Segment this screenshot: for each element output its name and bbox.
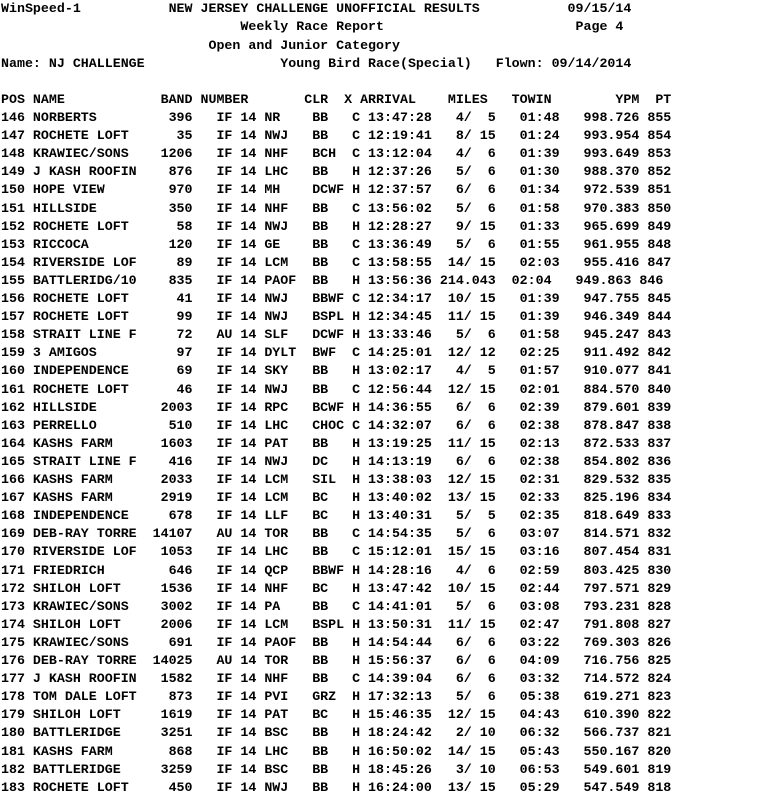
table-row: 172 SHILOH LOFT 1536 IF 14 NHF BC H 13:47:42 10/ 15 02:44 797.571 829 bbox=[1, 580, 672, 596]
table-row: 174 SHILOH LOFT 2006 IF 14 LCM BSPL H 13:50:31 11/ 15 02:47 791.808 827 bbox=[1, 616, 672, 632]
table-row: 150 HOPE VIEW 970 IF 14 MH DCWF H 12:37:57 6/ 6 01:34 972.539 851 bbox=[1, 182, 672, 198]
table-row: 149 J KASH ROOFIN 876 IF 14 LHC BB H 12:37:26 5/ 6 01:30 988.370 852 bbox=[1, 164, 672, 180]
table-row: 155 BATTLERIDG/10 835 IF 14 PAOF BB H 13:56:36 214.043 02:04 949.863 846 bbox=[1, 272, 664, 288]
table-row: 180 BATTLERIDGE 3251 IF 14 BSC BB H 18:24:42 2/ 10 06:32 566.737 821 bbox=[1, 725, 672, 741]
table-row: 157 ROCHETE LOFT 99 IF 14 NWJ BSPL H 12:34:45 11/ 15 01:39 946.349 844 bbox=[1, 309, 672, 325]
table-row: 171 FRIEDRICH 646 IF 14 QCP BBWF H 14:28:16 4/ 6 02:59 803.425 830 bbox=[1, 562, 672, 578]
report-header-line-3: Open and Junior Category bbox=[1, 38, 400, 53]
table-row: 163 PERRELLO 510 IF 14 LHC CHOC C 14:32:07 6/ 6 02:38 878.847 838 bbox=[1, 417, 672, 433]
table-row: 158 STRAIT LINE F 72 AU 14 SLF DCWF H 13:33:46 5/ 6 01:58 945.247 843 bbox=[1, 327, 672, 343]
table-row: 156 ROCHETE LOFT 41 IF 14 NWJ BBWF C 12:34:17 10/ 15 01:39 947.755 845 bbox=[1, 291, 672, 306]
table-row: 168 INDEPENDENCE 678 IF 14 LLF BC H 13:40:31 5/ 5 02:35 818.649 833 bbox=[1, 508, 672, 524]
table-row: 178 TOM DALE LOFT 873 IF 14 PVI GRZ H 17:32:13 5/ 6 05:38 619.271 823 bbox=[1, 689, 672, 705]
table-row: 148 KRAWIEC/SONS 1206 IF 14 NHF BCH C 13:12:04 4/ 6 01:39 993.649 853 bbox=[1, 146, 672, 162]
table-row: 161 ROCHETE LOFT 46 IF 14 NWJ BB C 12:56:44 12/ 15 02:01 884.570 840 bbox=[1, 381, 672, 397]
table-row: 170 RIVERSIDE LOF 1053 IF 14 LHC BB C 15:12:01 15/ 15 03:16 807.454 831 bbox=[1, 544, 672, 560]
table-row: 160 INDEPENDENCE 69 IF 14 SKY BB H 13:02:17 4/ 5 01:57 910.077 841 bbox=[1, 363, 672, 379]
table-row: 151 HILLSIDE 350 IF 14 NHF BB C 13:56:02 5/ 6 01:58 970.383 850 bbox=[1, 200, 672, 216]
table-row: 153 RICCOCA 120 IF 14 GE BB C 13:36:49 5/ 6 01:55 961.955 848 bbox=[1, 236, 672, 252]
table-row: 164 KASHS FARM 1603 IF 14 PAT BB H 13:19:25 11/ 15 02:13 872.533 837 bbox=[1, 435, 672, 451]
table-row: 152 ROCHETE LOFT 58 IF 14 NWJ BB H 12:28:27 9/ 15 01:33 965.699 849 bbox=[1, 218, 672, 234]
report-header-line-2: Weekly Race Report Page 4 bbox=[1, 19, 624, 34]
column-headers: POS NAME BAND NUMBER CLR X ARRIVAL MILES TOWIN YPM PT bbox=[1, 92, 672, 107]
report-header-line-1: WinSpeed-1 NEW JERSEY CHALLENGE UNOFFICIAL RESULTS 09/15/14 bbox=[1, 1, 632, 16]
table-row: 159 3 AMIGOS 97 IF 14 DYLT BWF C 14:25:01 12/ 12 02:25 911.492 842 bbox=[1, 345, 672, 361]
table-row: 181 KASHS FARM 868 IF 14 LHC BB H 16:50:02 14/ 15 05:43 550.167 820 bbox=[1, 743, 672, 759]
table-row: 165 STRAIT LINE F 416 IF 14 NWJ DC H 14:13:19 6/ 6 02:38 854.802 836 bbox=[1, 453, 672, 469]
table-row: 162 HILLSIDE 2003 IF 14 RPC BCWF H 14:36:55 6/ 6 02:39 879.601 839 bbox=[1, 399, 672, 415]
table-row: 166 KASHS FARM 2033 IF 14 LCM SIL H 13:38:03 12/ 15 02:31 829.532 835 bbox=[1, 472, 672, 487]
table-row: 167 KASHS FARM 2919 IF 14 LCM BC H 13:40:02 13/ 15 02:33 825.196 834 bbox=[1, 490, 672, 506]
table-row: 154 RIVERSIDE LOF 89 IF 14 LCM BB C 13:58:55 14/ 15 02:03 955.416 847 bbox=[1, 254, 672, 270]
table-row: 177 J KASH ROOFIN 1582 IF 14 NHF BB C 14:39:04 6/ 6 03:32 714.572 824 bbox=[1, 671, 672, 687]
table-row: 169 DEB-RAY TORRE 14107 AU 14 TOR BB C 14:54:35 5/ 6 03:07 814.571 832 bbox=[1, 526, 672, 542]
table-row: 176 DEB-RAY TORRE 14025 AU 14 TOR BB H 15:56:37 6/ 6 04:09 716.756 825 bbox=[1, 653, 672, 668]
table-row: 173 KRAWIEC/SONS 3002 IF 14 PA BB C 14:41:01 5/ 6 03:08 793.231 828 bbox=[1, 598, 672, 614]
table-row: 175 KRAWIEC/SONS 691 IF 14 PAOF BB H 14:54:44 6/ 6 03:22 769.303 826 bbox=[1, 634, 672, 650]
table-row: 179 SHILOH LOFT 1619 IF 14 PAT BC H 15:46:35 12/ 15 04:43 610.390 822 bbox=[1, 707, 672, 723]
table-row: 183 ROCHETE LOFT 450 IF 14 NWJ BB H 16:24:00 13/ 15 05:29 547.549 818 bbox=[1, 779, 672, 795]
table-row: 147 ROCHETE LOFT 35 IF 14 NWJ BB C 12:19:41 8/ 15 01:24 993.954 854 bbox=[1, 128, 672, 144]
report-header-line-4: Name: NJ CHALLENGE Young Bird Race(Special) Flown: 09/14/2014 bbox=[1, 56, 632, 71]
table-row: 146 NORBERTS 396 IF 14 NR BB C 13:47:28 4/ 5 01:48 998.726 855 bbox=[1, 110, 672, 125]
table-row: 182 BATTLERIDGE 3259 IF 14 BSC BB H 18:45:26 3/ 10 06:53 549.601 819 bbox=[1, 761, 672, 777]
